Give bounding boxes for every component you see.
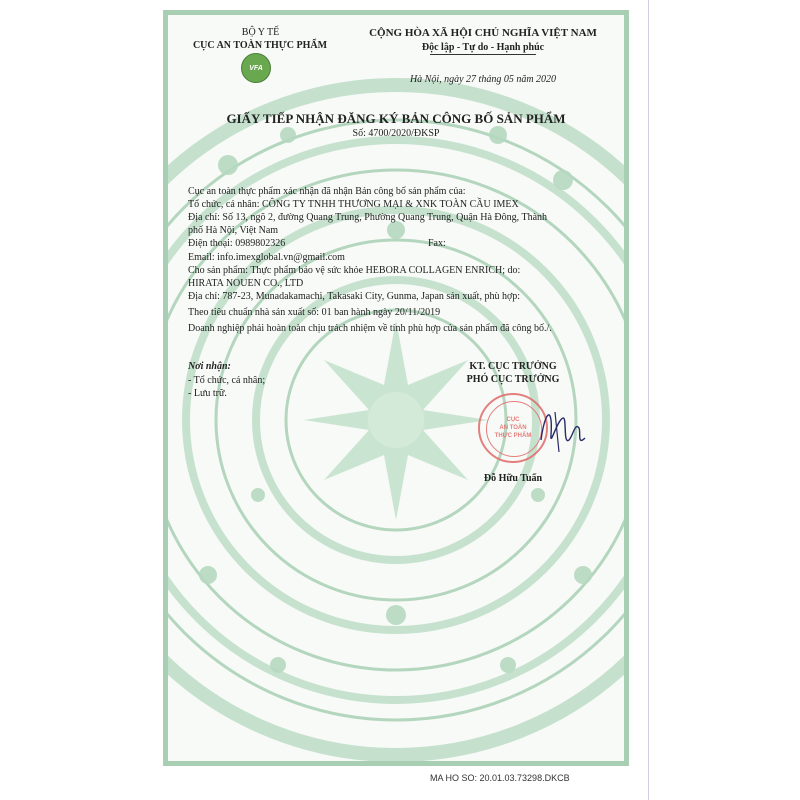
address-line-1: Địa chỉ: Số 13, ngõ 2, đường Quang Trung, Phường Quang Trung, Quận Hà Đông, Thành	[188, 212, 548, 223]
phone-line: Điện thoại: 0989802326	[188, 238, 286, 249]
signer-title-2: PHÓ CỤC TRƯỞNG	[466, 374, 560, 385]
organization-line: Tổ chức, cá nhân: CÔNG TY TNHH THƯƠNG MẠI & XNK TOÀN CẦU IMEX	[188, 199, 519, 210]
responsibility-line: Doanh nghiệp phải hoàn toàn chịu trách nhiệm về tính phù hợp của sản phẩm đã công bố./.	[188, 323, 552, 334]
vfa-logo-text: VFA	[249, 64, 263, 72]
vfa-logo	[241, 53, 271, 83]
standard-line: Theo tiêu chuẩn nhà sản xuất số: 01 ban hành ngày 20/11/2019	[188, 307, 441, 318]
recipients-heading: Nơi nhận:	[188, 361, 231, 372]
certificate-document	[163, 10, 629, 766]
motto-underline	[430, 54, 536, 55]
stamp-text: THỰC PHẨM	[494, 433, 532, 439]
ministry-name: BỘ Y TẾ	[241, 27, 280, 38]
country-name: CỘNG HÒA XÃ HỘI CHỦ NGHĨA VIỆT NAM	[369, 27, 597, 39]
recipient-item: - Tổ chức, cá nhân;	[188, 375, 266, 386]
signer-name: Đỗ Hữu Tuấn	[483, 473, 543, 484]
dossier-code: MA HO SO: 20.01.03.73298.DKCB	[430, 773, 570, 783]
document-title: GIẤY TIẾP NHẬN ĐĂNG KÝ BẢN CÔNG BỐ SẢN PHẨM	[226, 111, 566, 126]
recipient-item: - Lưu trữ.	[188, 388, 227, 399]
stamp-text: CỤC	[506, 417, 520, 423]
fax-line: Fax:	[428, 238, 446, 249]
email-line: Email: info.imexglobal.vn@gmail.com	[188, 252, 345, 263]
national-motto: Độc lập - Tự do - Hạnh phúc	[421, 42, 545, 53]
agency-name: CỤC AN TOÀN THỰC PHẨM	[192, 40, 328, 51]
intro-text: Cục an toàn thực phẩm xác nhận đã nhận Bản công bố sản phẩm của:	[188, 186, 466, 197]
page-edge-divider	[648, 0, 649, 800]
product-line-1: Cho sản phẩm: Thực phẩm bảo vệ sức khỏe HEBORA COLLAGEN ENRICH; do:	[188, 265, 521, 276]
signer-title-1: KT. CỤC TRƯỞNG	[469, 361, 557, 372]
date-line: Hà Nội, ngày 27 tháng 05 năm 2020	[409, 74, 557, 85]
address-line-2: phố Hà Nội, Việt Nam	[188, 225, 279, 236]
manufacturer-address: Địa chỉ: 787-23, Munadakamachi, Takasaki City, Gunma, Japan sản xuất, phù hợp:	[188, 291, 521, 302]
stamp-text: AN TOÀN	[499, 425, 527, 431]
product-line-2: HIRATA NOUEN CO., LTD	[188, 278, 304, 289]
document-number: Số: 4700/2020/ĐKSP	[352, 128, 440, 139]
handwritten-signature	[533, 400, 593, 460]
